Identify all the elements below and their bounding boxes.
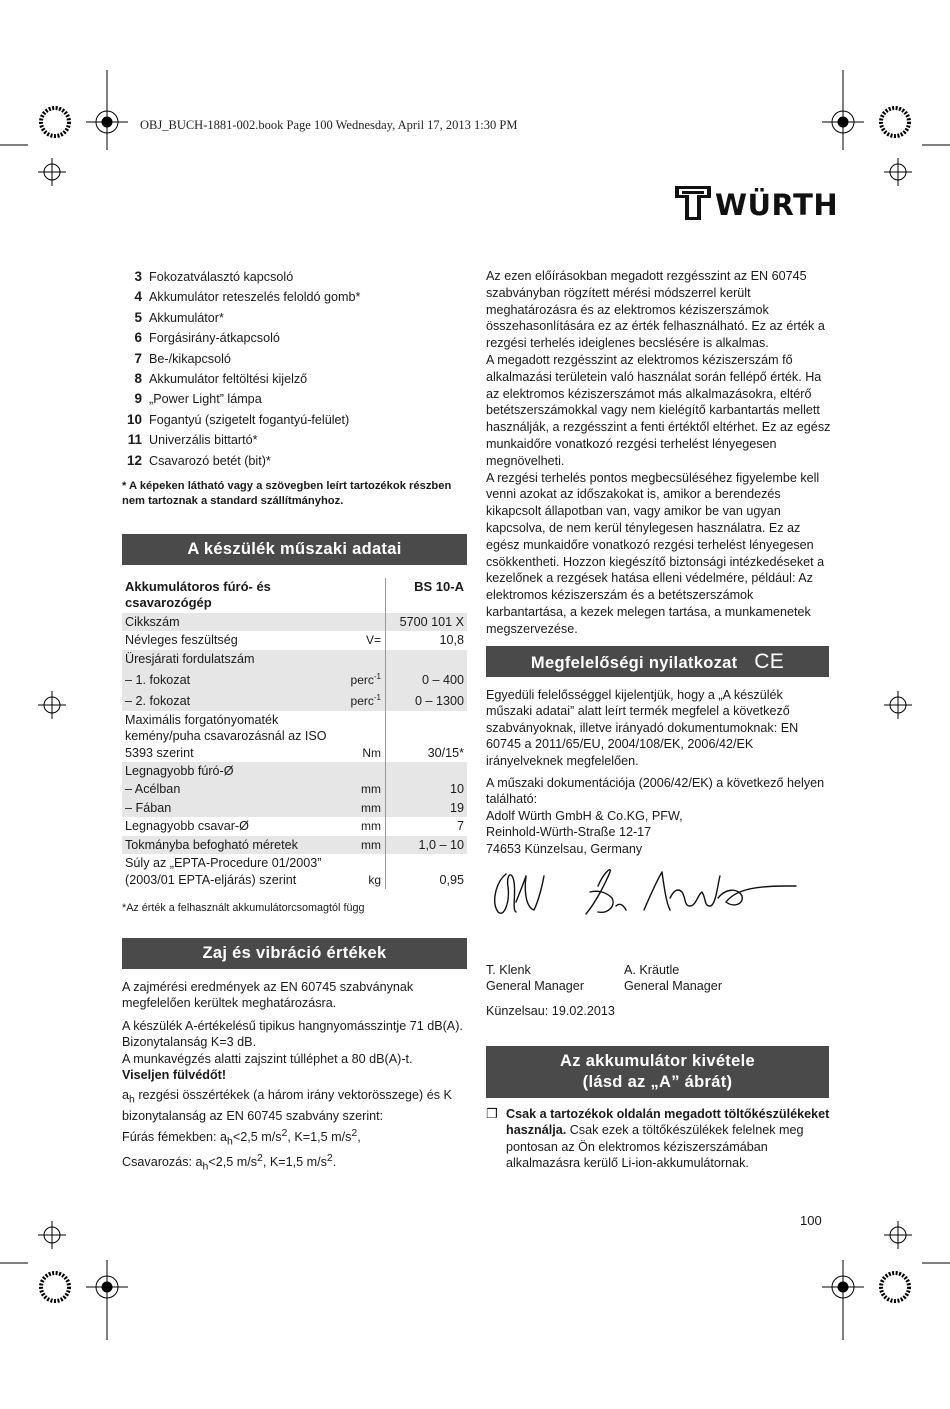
signatory-2 [624, 962, 784, 995]
spec-value: 0 – 400 [386, 668, 468, 689]
checkbox-bullet-icon: ❒ [486, 1106, 498, 1121]
spec-value: 10 [386, 780, 468, 798]
battery-removal-heading [486, 1046, 829, 1098]
spec-value: 0 – 1300 [386, 689, 468, 710]
battery-heading-line-1: Az akkumulátor kivétele [560, 1052, 755, 1070]
vib-screw-k-sup: 2 [326, 1151, 333, 1164]
vib-screw-sub: h [202, 1160, 209, 1173]
spec-head-label: Akkumulátoros fúró- és csavarozógép [125, 579, 271, 611]
signatures-image [486, 862, 806, 922]
parts-item-label: Akkumulátor reteszelés feloldó gomb* [149, 290, 361, 305]
parts-list-item [122, 328, 467, 348]
spec-label: Súly az „EPTA-Procedure 01/2003” (2003/01 EPTA-eljárás) szerint [125, 856, 322, 887]
parts-list-item [122, 410, 467, 430]
spec-row [122, 799, 467, 817]
vib-desc: rezgési összértékek (a három irány vektorösszege) és K bizonytalanság az EN 60745 szabvány szerint: [122, 1088, 452, 1124]
spec-unit: perc$^{-1}$ [338, 668, 386, 689]
noise-section [122, 979, 467, 1181]
spec-row [122, 631, 467, 649]
parts-item-number: 3 [134, 268, 142, 284]
spec-footnote: *Az érték a felhasznált akkumulátorcsomagtól függ [122, 902, 365, 914]
parts-item-label: Csavarozó betét (bit)* [149, 453, 271, 468]
parts-list-item [122, 267, 467, 287]
parts-item-label: Akkumulátor* [149, 310, 224, 325]
spec-label: Maximális forgatónyomaték kemény/puha csavarozásnál az ISO 5393 szerint [125, 712, 327, 760]
spec-unit: V= [338, 631, 386, 649]
spec-label: Tokmányba befogható méretek [122, 836, 338, 854]
vib-drill-sup: 2 [281, 1126, 288, 1139]
page-number: 100 [800, 1213, 822, 1228]
noise-paragraph-2 [122, 1018, 467, 1084]
battery-heading-line-2: (lásd az „A” ábrát) [582, 1073, 733, 1091]
conformity-section [486, 687, 831, 857]
signatory-2-name: A. Kräutle [624, 963, 680, 977]
spec-label: – 1. fokozat [122, 668, 338, 689]
spec-label: Üresjárati fordulatszám [122, 650, 338, 668]
parts-item-number: 11 [127, 432, 142, 448]
spec-label: Legnagyobb csavar-Ø [125, 819, 249, 834]
spec-value: 10,8 [439, 633, 464, 648]
wurth-logo-icon [675, 186, 711, 220]
vibration-paragraph-3: A rezgési terhelés pontos megbecsüléséhez figyelembe kell venni azokat az időszakokat is, amikor a berendezés kikapcsolt állapotban van, vagy amikor be van ugyan kapcsolva, de nem kerül ténylegesen használatra. Ez az egész munkaidőre vonatkozó rezgési terhelést lényegesen csökkentheti. Hozzon kiegészítő biztonsági intézkedéseket a kezelőnek a rezgések hatása elleni védelmére, például: Az elektromos kéziszerszám és a betétszerszámok karbantartása, a kezek melegen tartása, a munkamenetek megszervezése. [486, 470, 825, 636]
spec-row [122, 780, 467, 798]
vib-drill-sub: h [227, 1135, 233, 1148]
vib-drill-val: <2,5 m/s [232, 1129, 282, 1144]
spec-unit [338, 762, 386, 780]
address-line-3: 74653 Künzelsau, Germany [486, 841, 643, 856]
parts-item-label: „Power Light” lámpa [149, 392, 262, 407]
parts-item-number: 6 [134, 330, 142, 346]
vib-drill-label: Fúrás fémekben: a [122, 1129, 227, 1144]
parts-list-item [122, 430, 467, 450]
battery-instruction-text [506, 1106, 831, 1172]
vibration-text [486, 268, 831, 638]
parts-item-number: 7 [134, 350, 142, 366]
book-header-line: OBJ_BUCH-1881-002.book Page 100 Wednesday, April 17, 2013 1:30 PM [140, 118, 518, 132]
spec-table-header [122, 578, 467, 613]
spec-unit [338, 650, 386, 668]
spec-label: Névleges feszültség [125, 633, 238, 648]
spec-label: – Acélban [122, 780, 338, 798]
noise-paragraph-1: A zajmérési eredmények az EN 60745 szabványnak megfelelően kerültek meghatározásra. [122, 980, 414, 1011]
documentation-text: A műszaki dokumentációja (2006/42/EK) a következő helyen található: [486, 776, 825, 807]
battery-instruction-rest: Csak ezek a töltőkészülékek felelnek meg pontosan az Ön elektromos kéziszerszámában alkalmazásra kerülő Li-ion-akkumulátornak. [506, 1123, 804, 1171]
parts-item-number: 5 [134, 309, 142, 325]
vib-drill-end: , [357, 1129, 361, 1144]
parts-footnote: * A képeken látható vagy a szövegben leírt tartozékok részben nem tartoznak a standard szállítmányhoz. [122, 480, 452, 507]
spec-value [386, 650, 468, 668]
spec-row [122, 762, 467, 780]
parts-item-label: Forgásirány-átkapcsoló [149, 331, 280, 346]
spec-row [122, 854, 467, 889]
parts-item-number: 9 [134, 391, 142, 407]
conformity-heading [486, 646, 829, 677]
parts-item-label: Univerzális bittartó* [149, 433, 258, 448]
address-line-2: Reinhold-Würth-Straße 12-17 [486, 825, 652, 840]
spec-value: 7 [456, 819, 464, 834]
spec-row [122, 650, 467, 668]
conformity-heading-text: Megfelelőségi nyilatkozat [530, 654, 738, 672]
spec-head-value: BS 10-A [414, 579, 464, 594]
vibration-paragraph-1: Az ezen előírásokban megadott rezgésszint az EN 60745 szabványban rögzített mérési módszerrel került meghatározásra és az elektromos kéziszerszámok összehasonlítására ez az érték felhasználható. Ez az érték a rezgési terhelés ideiglenes becslésére is alkalmas. [486, 269, 825, 351]
spec-label: Cikkszám [122, 613, 338, 631]
spec-row [122, 836, 467, 854]
parts-item-number: 10 [126, 411, 142, 427]
spec-unit: kg [338, 854, 386, 889]
spec-unit: perc$^{-1}$ [338, 689, 386, 710]
parts-item-label: Fokozatválasztó kapcsoló [149, 269, 294, 284]
signatory-1-name: T. Klenk [486, 963, 531, 977]
signatory-1-title: General Manager [486, 979, 585, 994]
parts-list-item [122, 389, 467, 409]
parts-item-number: 12 [126, 452, 142, 468]
signatory-2-title: General Manager [624, 979, 723, 994]
spec-table [122, 578, 467, 889]
spec-unit: Nm [338, 711, 386, 762]
vib-drill-k-sup: 2 [351, 1126, 358, 1139]
spec-value: 19 [386, 799, 468, 817]
spec-unit [338, 613, 386, 631]
ear-protection-warning: Viseljen fülvédőt! [122, 1068, 227, 1083]
spec-label: Legnagyobb fúró-Ø [122, 762, 338, 780]
spec-unit: mm [338, 780, 386, 798]
parts-item-label: Be-/kikapcsoló [149, 351, 231, 366]
signatory-1 [486, 962, 626, 995]
parts-list-item [122, 287, 467, 307]
noise-heading: Zaj és vibráció értékek [122, 938, 467, 969]
spec-row [122, 613, 467, 631]
documentation-paragraph [486, 775, 831, 857]
spec-value: 0,95 [439, 872, 464, 887]
spec-unit: mm [338, 799, 386, 817]
parts-item-label: Fogantyú (szigetelt fogantyú-felület) [149, 412, 350, 427]
parts-list [122, 267, 467, 471]
spec-row [122, 817, 467, 835]
spec-value [386, 762, 468, 780]
vib-drill-k: , K=1,5 m/s [287, 1129, 352, 1144]
address-line-1: Adolf Würth GmbH & Co.KG, PFW, [486, 808, 683, 823]
spec-row [122, 711, 467, 762]
noise-level-text: A készülék A-értékelésű tipikus hangnyomásszintje 71 dB(A). Bizonytalanság K=3 dB. [122, 1018, 463, 1050]
parts-list-item [122, 308, 467, 328]
battery-instruction-bold: Csak a tartozékok oldalán megadott töltőkészülékeket használja. [506, 1107, 830, 1138]
place-date: Künzelsau: 19.02.2013 [486, 1004, 615, 1018]
battery-instruction [486, 1106, 831, 1172]
vib-screw-k: , K=1,5 m/s [262, 1155, 327, 1170]
parts-list-item [122, 369, 467, 389]
parts-list-item [122, 451, 467, 471]
vib-a: a [122, 1088, 130, 1103]
spec-unit: mm [338, 836, 386, 854]
brand-name: WÜRTH [715, 188, 839, 222]
conformity-paragraph: Egyedüli felelősséggel kijelentjük, hogy a „A készülék műszaki adatai” alatt leírt termék megfelel a következő szabványoknak, illetve irányadó dokumentumoknak: EN 60745 a 2011/65/EU, 2004/108/EK, 2006/42/EK irányelveknek megfelelően. [486, 688, 799, 768]
tech-data-heading: A készülék műszaki adatai [122, 534, 467, 565]
parts-list-item [122, 349, 467, 369]
vib-screw-val: <2,5 m/s [208, 1155, 257, 1170]
ce-mark-icon: CE [754, 650, 785, 673]
parts-item-number: 8 [134, 370, 142, 386]
noise-exceed-text: A munkavégzés alatti zajszint túlléphet a 80 dB(A)-t. [122, 1051, 413, 1066]
spec-label: – Fában [122, 799, 338, 817]
vibration-paragraph-2: A megadott rezgésszint az elektromos kéziszerszám fő alkalmazási területein való használat során fellépő érték. Ha az elektromos kéziszerszámot más alkalmazásokra, eltérő betétszerszámokkal vagy nem kielégítő karbantartás mellett használják, a rezgésszint a fenti értéktől eltérhet. Ez az egész munkaidőre vonatkozó rezgési terhelést lényegesen megnövelheti. [486, 352, 831, 468]
spec-row [122, 689, 467, 710]
spec-value: 30/15* [427, 745, 464, 760]
spec-head-unit [338, 578, 386, 613]
vib-a-sub: h [129, 1093, 135, 1106]
vib-screw-sup: 2 [257, 1151, 263, 1164]
spec-value: 5700 101 X [386, 613, 468, 631]
vib-screw-end: . [332, 1155, 337, 1170]
vib-screw-label: Csavarozás: a [122, 1155, 203, 1170]
parts-item-number: 4 [134, 289, 142, 305]
vibration-values [122, 1087, 467, 1175]
spec-row [122, 668, 467, 689]
spec-label: – 2. fokozat [122, 689, 338, 710]
spec-value: 1,0 – 10 [386, 836, 468, 854]
spec-unit: mm [338, 817, 386, 835]
parts-item-label: Akkumulátor feltöltési kijelző [149, 371, 308, 386]
